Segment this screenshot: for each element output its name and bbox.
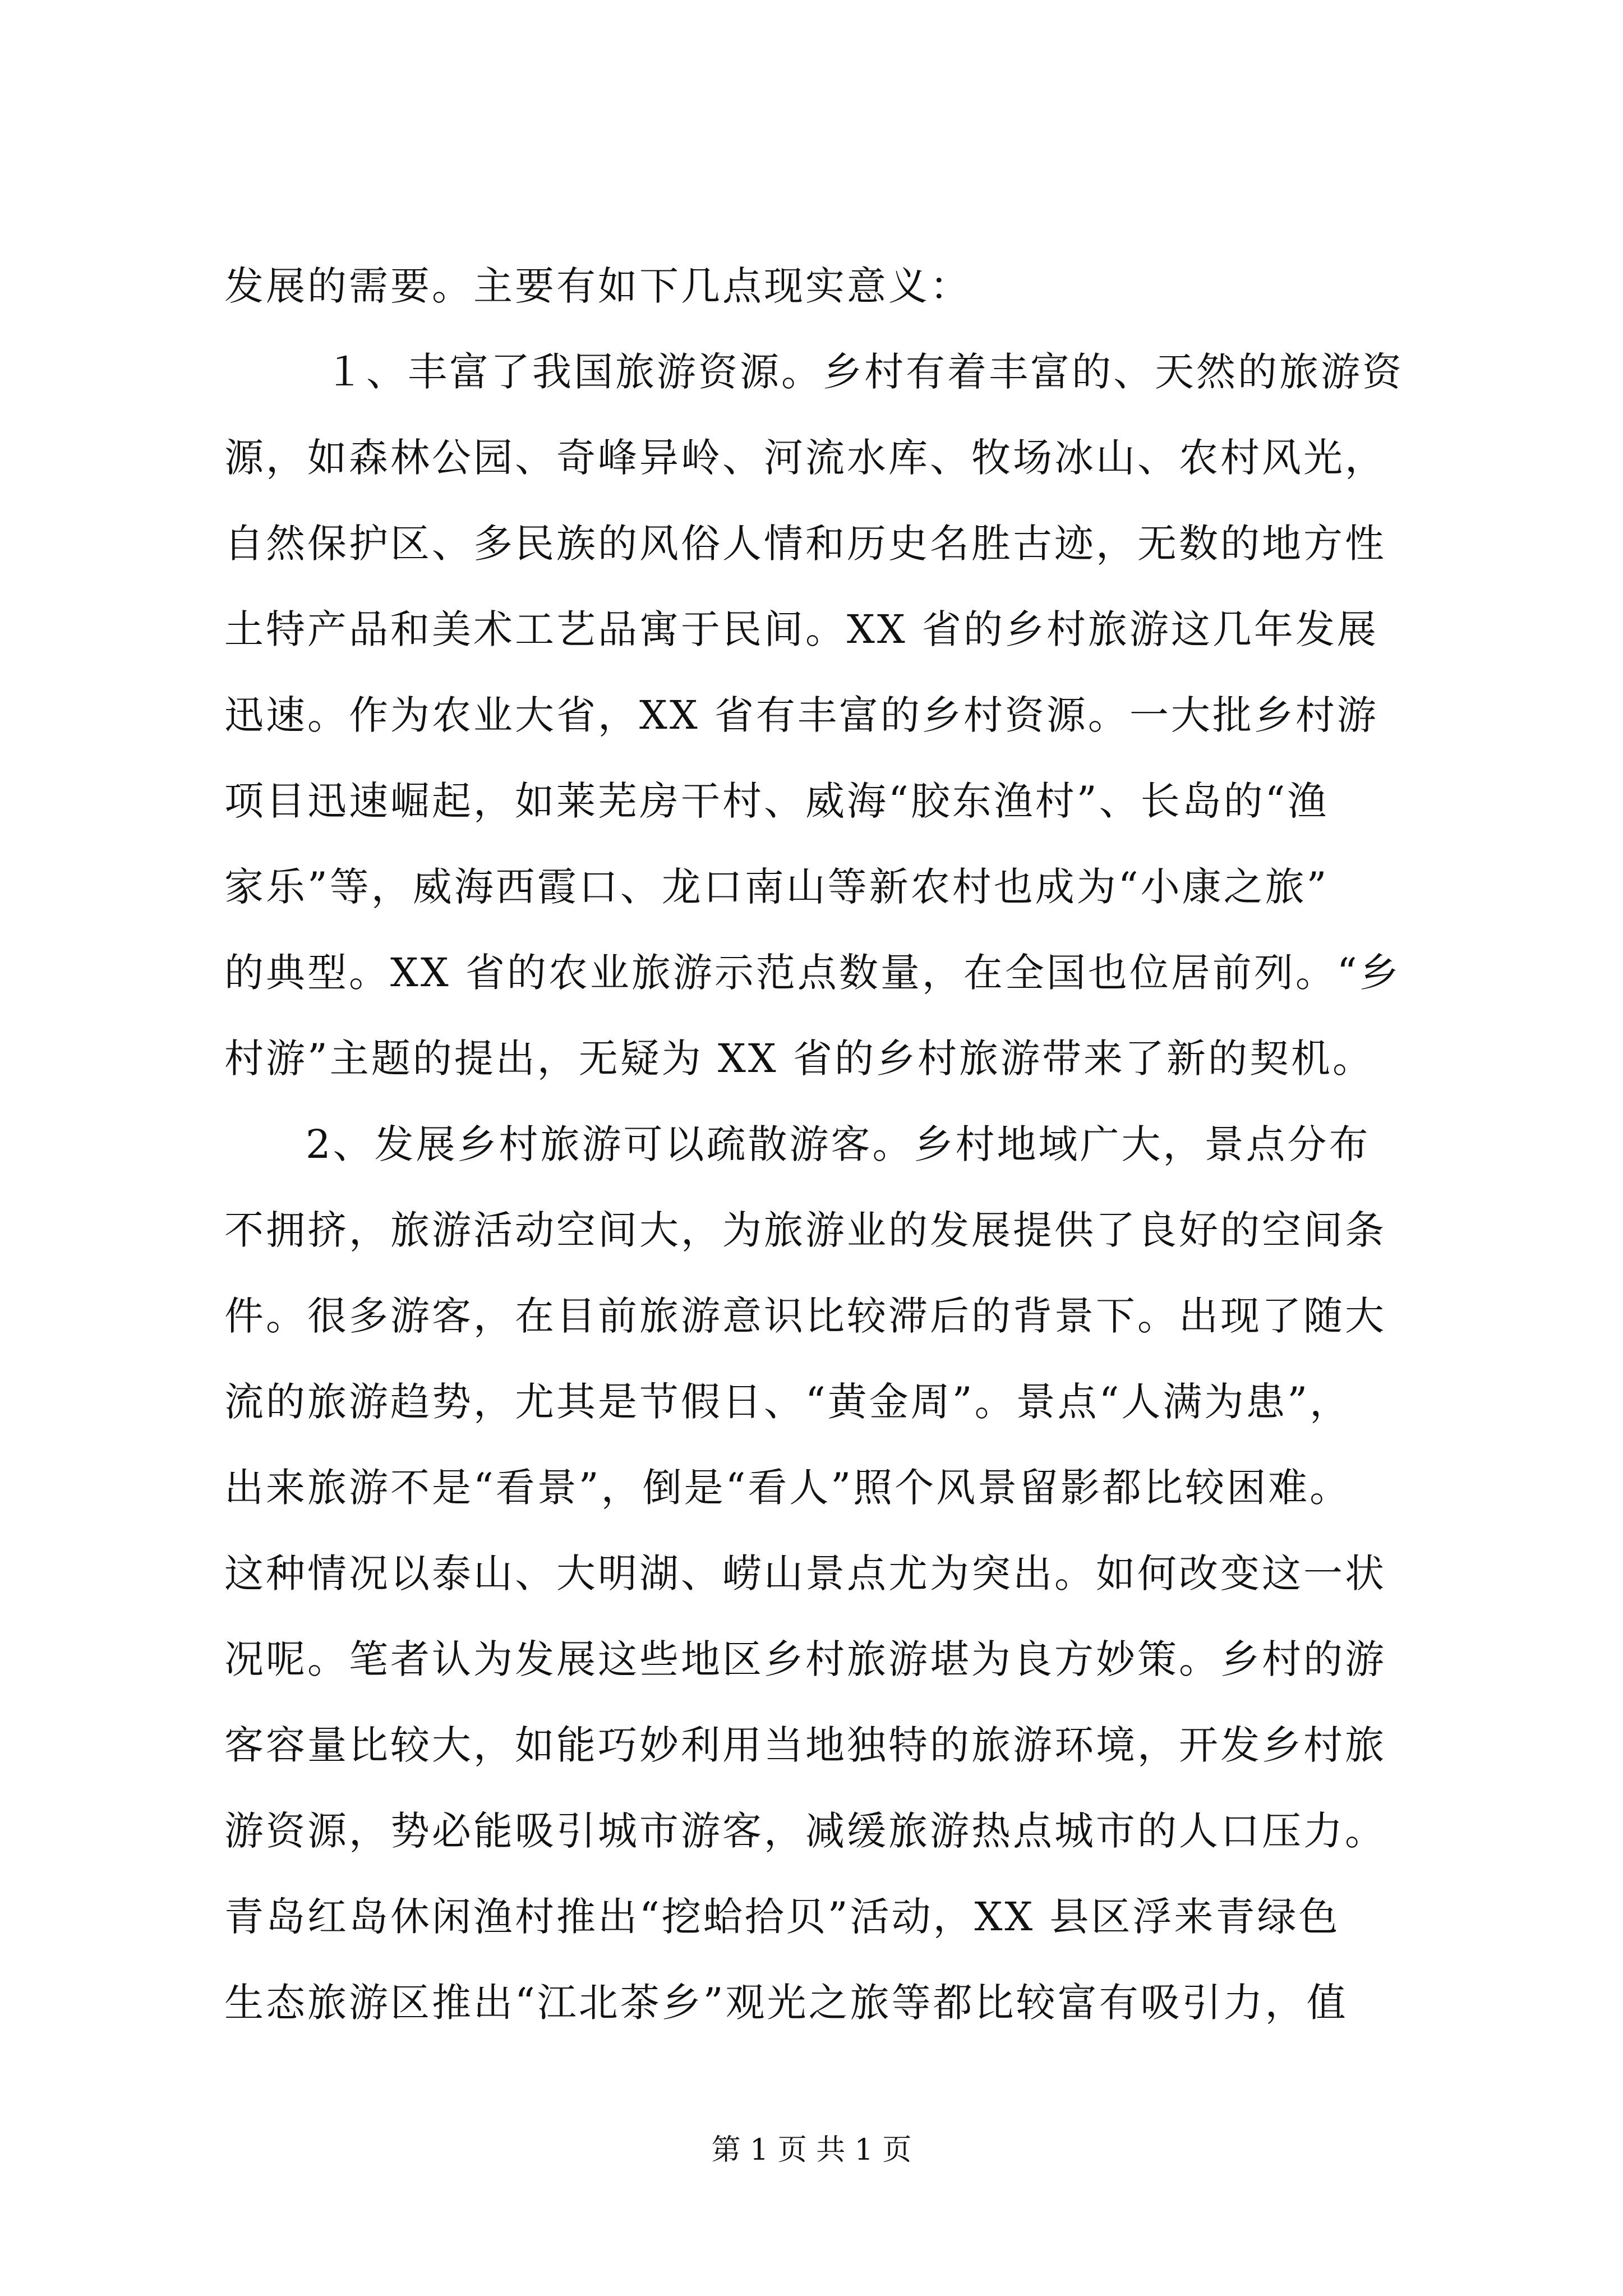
text-line: 流的旅游趋势，尤其是节假日、“黄金周”。景点“人满为患”， bbox=[224, 1379, 1352, 1425]
text-line: 2、发展乡村旅游可以疏散游客。乡村地域广大，景点分布 bbox=[306, 1121, 1371, 1167]
text-line: 发展的需要。主要有如下几点现实意义： bbox=[224, 263, 971, 309]
text-line: 游资源，势必能吸引城市游客，减缓旅游热点城市的人口压力。 bbox=[224, 1808, 1386, 1854]
text-line: 客容量比较大，如能巧妙利用当地独特的旅游环境，开发乡村旅 bbox=[224, 1722, 1386, 1768]
text-line: 土特产品和美术工艺品寓于民间。XX 省的乡村旅游这几年发展 bbox=[224, 606, 1378, 652]
text-line: 不拥挤，旅游活动空间大，为旅游业的发展提供了良好的空间条 bbox=[224, 1207, 1386, 1253]
text-line: 生态旅游区推出“江北茶乡”观光之旅等都比较富有吸引力，值 bbox=[224, 1980, 1348, 2026]
text-line: 的典型。XX 省的农业旅游示范点数量，在全国也位居前列。“乡 bbox=[224, 950, 1401, 996]
text-line: 况呢。笔者认为发展这些地区乡村旅游堪为良方妙策。乡村的游 bbox=[224, 1636, 1386, 1682]
text-line: １、丰富了我国旅游资源。乡村有着丰富的、天然的旅游资 bbox=[283, 349, 1404, 395]
text-line: 这种情况以泰山、大明湖、崂山景点尤为突出。如何改变这一状 bbox=[224, 1550, 1386, 1596]
text-line: 迅速。作为农业大省，XX 省有丰富的乡村资源。一大批乡村游 bbox=[224, 692, 1378, 738]
text-line: 自然保护区、多民族的风俗人情和历史名胜古迹，无数的地方性 bbox=[224, 521, 1386, 567]
text-line: 件。很多游客，在目前旅游意识比较滞后的背景下。出现了随大 bbox=[224, 1293, 1386, 1339]
text-line: 源，如森林公园、奇峰异岭、河流水库、牧场冰山、农村风光， bbox=[224, 435, 1386, 481]
text-line: 项目迅速崛起，如莱芜房干村、威海“胶东渔村”、长岛的“渔 bbox=[224, 778, 1329, 824]
text-line: 家乐”等，威海西霞口、龙口南山等新农村也成为“小康之旅” bbox=[224, 864, 1329, 910]
text-line: 青岛红岛休闲渔村推出“挖蛤拾贝”活动，XX 县区浮来青绿色 bbox=[224, 1894, 1340, 1940]
text-line: 出来旅游不是“看景”，倒是“看人”照个风景留影都比较困难。 bbox=[224, 1465, 1352, 1511]
text-line: 村游”主题的提出，无疑为 XX 省的乡村旅游带来了新的契机。 bbox=[224, 1036, 1374, 1082]
page-footer: 第 1 页 共 1 页 bbox=[711, 2133, 912, 2167]
